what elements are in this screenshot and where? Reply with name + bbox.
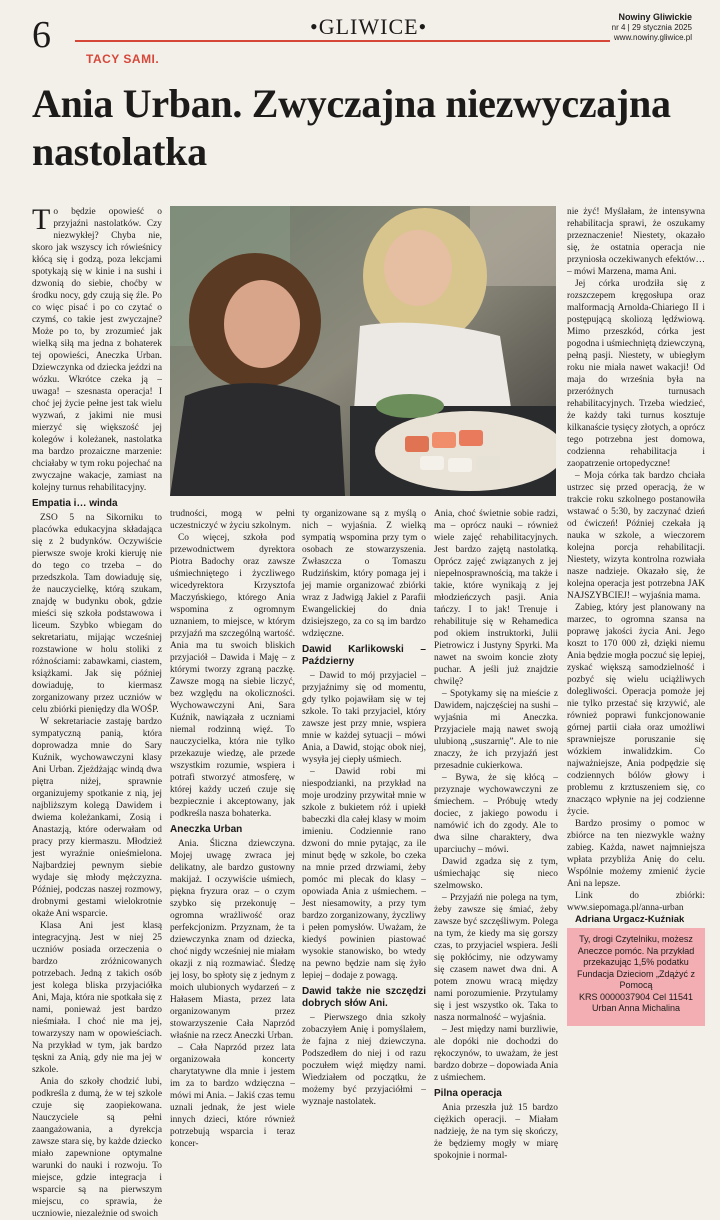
column-3 bbox=[302, 508, 426, 1108]
kicker: TACY SAMI. bbox=[86, 52, 160, 66]
lead-text: o będzie opowieść o przyjaźni nastolatków. Czy niezwykłej? Chyba nie, skoro jak wszyscy ich rówieśnicy kłócą się i godzą, poza lekcjami spotykają się w kinie i na sushi i dzwonią do siebie, choćby w środku nocy, gdy czują się źle. Po co więc pisać i po co czytać o czymś, co takie jest zwyczajne? Może po to, by zrozumieć jak wielką siłą ma jedna z bohaterek tej opowieści, Aneczka Urban. Dziewczynka od dziecka jeździ na wózku. Wkrótce czeka ją – uwaga! – szesnasta operacja! I choć jej życie pełne jest tak wielu wyzwań, z jakimi nie musi mierzyć się większość jej kolegów i koleżanek, nastolatka ma bardzo prozaiczne marzenie: chciałaby w tym roku pojechać na zwyczajne wakacje, zamiast na kolejny turnus rehabilitacyjny. bbox=[32, 207, 162, 493]
paragraph: – Dawid to mój przyjaciel – przyjaźnimy się od momentu, gdy tylko pojawiłam się w tej szkole. To taki przyjaciel, który zawsze jest przy mnie, wspiera mnie w każdej sytuacji – mówi Ania, a Dawid, stojąc obok niej, wysyła jej ciepły uśmiech. bbox=[302, 671, 426, 765]
column-4 bbox=[434, 508, 558, 1162]
header-rule bbox=[75, 40, 610, 42]
section-title: •GLIWICE• bbox=[310, 14, 428, 39]
paragraph: ZSO 5 na Sikorniku to placówka edukacyjna składająca się z 2 budynków. Oczywiście pierwsze swoje kroki kieruję nie do tego co trzeba – do przedszkola. Tam dowiaduję się, że nauczycielkę, którą szukam, znajdę w budynku obok, gdzie mieści się szkoła podstawowa i liceum. Szybko wbiegam do sekretariatu, mijając wcześniej rozstawione w holu stoliki z różnościami: zabawkami, ciastem, książkami. Jak się później dowiaduję, to kiermasz zorganizowany przez uczniów w celu zbiórki pieniędzy dla WOŚP. bbox=[32, 513, 162, 715]
notice-line-1: Ty, drogi Czytelniku, możesz Aneczce pomóc. Na przykład przekazując 1,5% podatku bbox=[577, 934, 695, 967]
donation-notice bbox=[567, 928, 705, 1026]
paragraph: – Moja córka tak bardzo chciała ustrzec się przed operacją, że w trakcie roku szkolnego postanowiła wstawać o 5:30, by zaczynać dzień od ćwiczeń! Później czekała ją nauka w szkole, a wieczorem kolejna porcja rehabilitacji. Niestety, wizyta kontrolna rozwiała nasze nadzieje. Okazało się, że kolejna operacja jest potrzebna JAK NAJSZYBCIEJ! – wyjaśnia mama. bbox=[567, 471, 705, 601]
notice-line-2: Fundacja Dzieciom „Zdążyć z Pomocą bbox=[576, 968, 696, 990]
paragraph: – Cała Naprzód przez lata organizowała koncerty charytatywne dla mnie i jestem im za to bardzo wdzięczna – mówi mi Ania. – Jakiś czas temu uznali jednak, że jest wiele innych dzieci, które również potrzebują wsparcia i teraz koncer- bbox=[170, 1043, 295, 1149]
paragraph: Dawid zgadza się z tym, uśmiechając się nieco szelmowsko. bbox=[434, 857, 558, 891]
publication-web: www.nowiny.gliwice.pl bbox=[613, 33, 692, 42]
paragraph: W sekretariacie zastaję bardzo sympatyczną panią, która doprowadza mnie do Sary Kuźnik, wychowawczyni klasy Ani Urban. Zjeżdżając windą dwa piętra niżej, sprawnie organizujemy spotkanie z nią, jej najbliższym kolegą Dawidem i dwiema koleżankami, Zosią i Anastazją, które oderwałam od pracy przy kiermaszu. Młodzież jest wyraźnie onieśmielona. Najbardziej pewnym siebie wydaje się młody mężczyzna. Później, podczas naszej rozmowy, drobnymi gestami wielokrotnie okaże Ani wsparcie. bbox=[32, 717, 162, 919]
paragraph: Bardzo prosimy o pomoc w zbiórce na ten niezwykle ważny zabieg. Każda, nawet najmniejsza wpłata przybliża Anię do celu. Wspólnie możemy zmienić życie Ani na lepsze. bbox=[567, 819, 705, 889]
paragraph: Ania przeszła już 15 bardzo ciężkich operacji. – Miałam nadzieję, że na tym się skończy, że będziemy mogły w miarę spokojnie i normal- bbox=[434, 1103, 558, 1161]
article-photo bbox=[170, 206, 556, 496]
subheading-empatia: Empatia i… winda bbox=[32, 498, 118, 509]
paragraph: nie żyć! Myślałam, że intensywna rehabilitacja sprawi, że oszukamy przeznaczenie! Niestety, okazało się, że ostatnia operacja nie przyniosła oczekiwanych efektów… – mówi Marzena, mama Ani. bbox=[567, 207, 705, 277]
publication-info bbox=[612, 12, 692, 43]
paragraph: – Bywa, że się kłócą – przyznaje wychowawczyni ze śmiechem. – Próbuję wtedy dociec, z jakiego powodu i namówić ich do zgody. Ale to dwa silne charaktery, dwa uparciuchy – mówi. bbox=[434, 773, 558, 855]
paragraph: Ania do szkoły chodzić lubi, podkreśla z dumą, że w tej szkole czuje się zaopiekowana. Nauczyciele są pełni zaangażowania, a dyrekcja zawsze stara się, by każde dziecko miało zapewnione optymalne warunki do nauki i rozwoju. To miejsce, gdzie integracja i wsparcie są na pierwszym miejscu, co sprawia, że uczniowie, niezależnie od swoich bbox=[32, 1077, 162, 1219]
page-number: 6 bbox=[32, 14, 51, 56]
column-2 bbox=[170, 508, 295, 1150]
paragraph: Ania. Śliczna dziewczyna. Mojej uwagę zwraca jej delikatny, ale bardzo gustowny makijaż. I oczywiście uśmiech, piękna fryzura oraz – o czym szybko się przekonuję – ogromna wrażliwość oraz perfekcjonizm. Przyznam, że ta dziewczynka znam od dziecka, choć nigdy wcześniej nie miałam okazji z nią rozmawiać. Śledzę jej losy, bo spłoty się z jednym z moich ulubionych wydarzeń – z Hałasem Miasta, przez lata organizowanym przez stowarzyszenie Cała Naprzód właśnie na rzecz Aneczki Urban. bbox=[170, 839, 295, 1041]
paragraph: – Pierwszego dnia szkoły zobaczyłem Anię i pomyślałem, że fajna z niej dziewczyna. Podszedłem do niej i od razu poczułem więź między nami. Wiedziałem od początku, że możemy być przyjaciółmi – wyznaje nastolatek. bbox=[302, 1013, 426, 1107]
paragraph: – Jest między nami burzliwie, ale dopóki nie dochodzi do rękoczynów, to uważam, że jest bardzo dobrze – dopowiada Ania z uśmiechem. bbox=[434, 1025, 558, 1083]
paragraph: ty organizowane są z myślą o nich – wyjaśnia. Z wielką sympatią wspomina przy tym o osobach ze stowarzyszenia. Zwłaszcza o Tomaszu Rudzińskim, który pomaga jej i jej mamie organizować zbiórki wraz z Jadwigą Jakiel z Parafii Ewangelickiej do dnia dzisiejszego, za co są im bardzo wdzięczne. bbox=[302, 509, 426, 639]
column-5 bbox=[567, 206, 705, 926]
subheading-dawid: Dawid Karlikowski – Październy bbox=[302, 644, 426, 667]
subheading-dobre-slowa: Dawid także nie szczędzi dobrych słów Ani. bbox=[302, 986, 426, 1009]
paragraph: Jej córka urodziła się z rozszczepem kręgosłupa oraz malformacją Arnolda-Chiariego II i postępującą skoliozą lędźwiową. Mimo przeszkód, córka jest pogodna i uśmiechniętą dziewczyną, pełną pasji. Niestety, w ubiegłym roku nie miała nawet wakacji! Od maja do września była na przeróżnych turnusach rehabilitacyjnych. Trzeba wiedzieć, że każdy taki turnus kosztuje kilkanaście tysięcy złotych, a oprócz tego potrzebna jest domowa, codzienna rehabilitacja i zaopatrzenie ortopedyczne! bbox=[567, 279, 705, 469]
paragraph: – Spotykamy się na mieście z Dawidem, najczęściej na sushi – wyjaśnia mi Aneczka. Przyjaciele mają nawet swoją ulubioną „suszarnię”. Ale to nie znaczy, że ich przyjaźń jest przesadnie cukierkowa. bbox=[434, 689, 558, 771]
drop-cap: T bbox=[32, 203, 51, 236]
paragraph: Ania, choć świetnie sobie radzi, ma – oprócz nauki – również wiele zajęć rehabilitacyjnych. Jest bardzo zajętą nastolatką. Oprócz zajęć związanych z jej niepełnosprawnością, ma także i takie, które wynikają z jej młodzieńczych pasji. Ania tańczy. I to jak! Trenuje i rehabilituje się w Rehamedica pod okiem instruktorki, Julii Pietrowicz i Justyny Spyrki. Ma nawet na swoim koncie złoty puchar. A jeśli już znajdzie chwilę? bbox=[434, 509, 558, 687]
subheading-operacja: Pilna operacja bbox=[434, 1088, 502, 1099]
subheading-aneczka: Aneczka Urban bbox=[170, 824, 243, 835]
paragraph: trudności, mogą w pełni uczestniczyć w życiu szkolnym. bbox=[170, 509, 295, 531]
publication-name: Nowiny Gliwickie bbox=[618, 12, 692, 22]
paragraph: – Dawid robi mi niespodzianki, na przykład na moje urodziny przywitał mnie w szkole z bukietem róż i upiekł babeczki dla całej klasy w moim imieniu. Codziennie rano dzwoni do mnie pytając, za ile minut będę w szkole, bo czeka na mnie przed drzwiami, żeby pomóc mi plecak do klasy – opowiada Ania z uśmiechem. – Jest niesamowity, a przy tym bardzo zorganizowany, życzliwy i pełen pomysłów. Uważam, że kiedyś powinien piastować wysokie stanowisko, bo wtedy na pewno będzie nam się żyło lepiej – dodaje z powagą. bbox=[302, 767, 426, 981]
notice-line-3: KRS 0000037904 Cel 11541 Urban Anna Michalina bbox=[579, 991, 693, 1013]
headline: Ania Urban. Zwyczajna niezwyczajna nastolatka bbox=[32, 81, 671, 174]
paragraph: Zabieg, który jest planowany na marzec, to ogromna szansa na poprawę jakości życia Ani. Jego koszt to 170 000 zł, dzięki niemu Ania będzie mogła poczuć się lepiej, zyskać większą samodzielność i pozbyć się wielu uciążliwych dolegliwości. Operacja pomoże jej nie tylko przestać się krzywić, ale również poprawi funkcjonowanie górnej partii ciała oraz umożliwi sprawniejsze poruszanie się wózkiem inwalidzkim. Co najważniejsze, Ania podpędzie się codziennych bólów głowy i problemu z krztuszeniem się, co znacząco wpłynie na jej codzienne życie. bbox=[567, 603, 705, 817]
paragraph: Co więcej, szkoła pod przewodnictwem dyrektora Piotra Badochy oraz zawsze uśmiechniętego i życzliwego wicedyrektora Krzysztofa Maczyńskiego, którego Ania wspomina z ogromnym uznaniem, to miejsce, w którym przyjaźń ma szczególną wartość. Ania ma tu swoich bliskich przyjaciół – Dawida i Maję – z którymi tworzy zgraną paczkę. Zawsze mogą na siebie liczyć, bez względu na okoliczności. Wychowawczyni Ani, Sara Kuźnik, nawiązała z uczniami niemal rodzinną więź. To nauczycielka, która nie tylko przekazuje wiedzę, ale przede wszystkim rozumie, wspiera i potrafi stworzyć atmosferę, w której każdy uczeń czuje się bezpiecznie i akceptowany, jak podkreśla nasza bohaterka. bbox=[170, 533, 295, 819]
author-name: Adriana Urgacz-Kuźniak bbox=[575, 914, 685, 925]
paragraph: – Przyjaźń nie polega na tym, żeby zawsze się śmiać, żeby zawsze być szczęśliwym. Polega na tym, że kiedy ma się gorszy czas, to przyjaciel wspiera. Jeśli się pokłócimy, nie odzywamy się czasem nawet dwa dni. A potem znowu wracą między nami porozumienie. Przytulamy się i jest wszystko ok. Taka to nasza normalność – wyjaśnia. bbox=[434, 893, 558, 1023]
column-1 bbox=[32, 203, 162, 1220]
photo-illustration bbox=[170, 206, 556, 496]
paragraph: Klasa Ani jest klasą integracyjną. Jest w niej 25 uczniów posiada orzeczenia o bardzo zróżnicowanych potrzebach. Jedną z takich osób jest kolega bliska przyjaciółka Ani, Maja, która nie spotkała się z nami, ponieważ jest bardzo nieśmiała. I choć nie ma jej, towarzyszy nam w opowieściach. Na przykład w tym, jak bardzo tęskni za Anią, gdy nie ma jej w szkole. bbox=[32, 921, 162, 1075]
fundraiser-link: Link do zbiórki: www.siepomaga.pl/anna-urban bbox=[567, 891, 705, 913]
lead-paragraph bbox=[32, 203, 162, 494]
publication-issue: nr 4 | 29 stycznia 2025 bbox=[611, 23, 692, 32]
